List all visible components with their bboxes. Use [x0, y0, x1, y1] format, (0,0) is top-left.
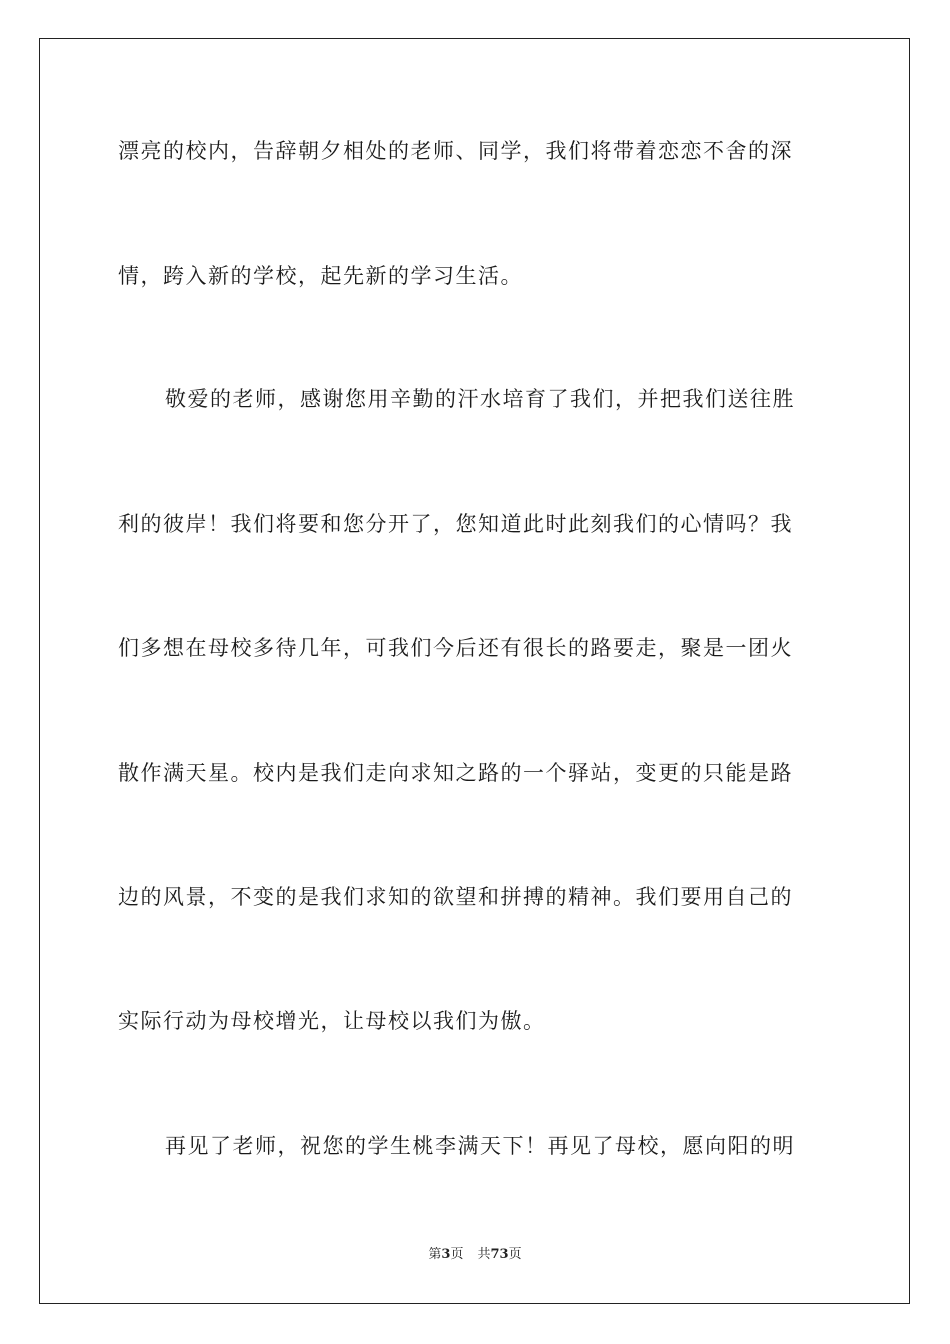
text-line: 情，跨入新的学校，起先新的学习生活。 [118, 264, 523, 288]
page-prefix: 第 [428, 1247, 442, 1262]
text-line: 利的彼岸！我们将要和您分开了，您知道此时此刻我们的心情吗？我 [118, 512, 793, 536]
current-page-number: 3 [441, 1247, 451, 1262]
text-line: 漂亮的校内，告辞朝夕相处的老师、同学，我们将带着恋恋不舍的深 [118, 139, 793, 163]
text-line: 散作满天星。校内是我们走向求知之路的一个驿站，变更的只能是路 [118, 761, 793, 785]
total-page-count: 73 [490, 1247, 509, 1262]
text-line: 们多想在母校多待几年，可我们今后还有很长的路要走，聚是一团火 [118, 636, 793, 660]
text-line: 边的风景，不变的是我们求知的欲望和拼搏的精神。我们要用自己的 [118, 885, 793, 909]
page-border [39, 38, 910, 1304]
page-suffix: 页 [450, 1247, 464, 1262]
page-footer [0, 1247, 950, 1263]
total-prefix: 共 [477, 1247, 491, 1262]
total-suffix: 页 [508, 1247, 522, 1262]
text-line: 实际行动为母校增光，让母校以我们为傲。 [118, 1009, 546, 1033]
paragraph-start-line: 再见了老师，祝您的学生桃李满天下！再见了母校，愿向阳的明 [165, 1134, 795, 1158]
paragraph-start-line: 敬爱的老师，感谢您用辛勤的汗水培育了我们，并把我们送往胜 [165, 387, 795, 411]
